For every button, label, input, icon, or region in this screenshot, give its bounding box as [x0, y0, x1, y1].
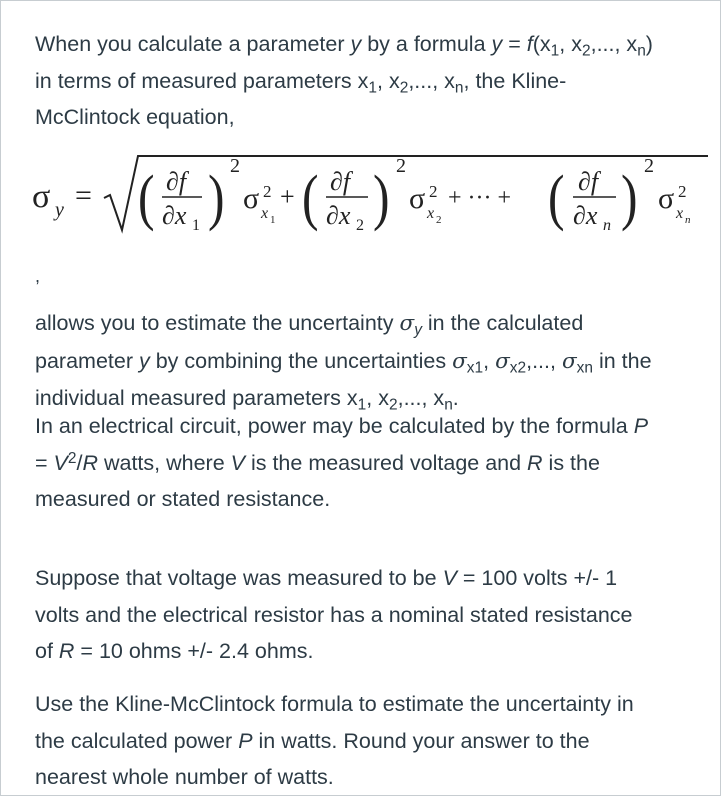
subscript: xn: [576, 358, 593, 376]
subscript: 1: [550, 42, 560, 60]
sigma-sub-x-2: x: [427, 205, 435, 222]
intro-line-3: McClintock equation,: [35, 105, 235, 129]
text: ,...,: [526, 348, 562, 373]
sigma-sub-x-1: x: [261, 205, 269, 222]
text: by combining the uncertainties: [149, 348, 453, 373]
sub-2: 2: [356, 217, 364, 234]
text: , the Kline-: [463, 68, 567, 93]
subscript: y: [414, 321, 422, 339]
text: =: [35, 450, 54, 475]
sigma-sq-n: 2: [678, 182, 687, 201]
text: = 100 volts +/- 1: [456, 566, 618, 590]
subscript: x2: [509, 358, 527, 376]
text: /: [76, 450, 83, 475]
para5-line-2: [35, 723, 634, 760]
text: =: [502, 32, 527, 56]
sigma-symbol: σ: [399, 311, 415, 336]
text: ,..., x: [408, 68, 455, 93]
text: ): [645, 32, 653, 56]
lparen-n: (: [548, 163, 565, 233]
para2-line-1: [35, 305, 652, 343]
lparen-2: (: [302, 163, 319, 233]
para2-line-2: [35, 343, 652, 381]
sub-1: 1: [192, 217, 200, 234]
lparen-1: (: [138, 163, 155, 233]
var-y: y: [138, 348, 150, 373]
subscript: n: [444, 396, 453, 414]
var-f: f: [526, 32, 533, 56]
text: allows you to estimate the uncertainty: [35, 311, 400, 335]
var-r: R: [82, 450, 98, 475]
var-y: y: [350, 32, 362, 56]
task-paragraph: [35, 686, 634, 796]
text: Suppose that voltage was measured to be: [35, 566, 443, 590]
kline-mcclintock-equation: [30, 150, 710, 260]
text: in watts. Round your answer to the: [252, 728, 590, 753]
subscript: 2: [581, 42, 591, 60]
sigma-sub-x-n: x: [676, 205, 684, 222]
partial-x-n: ∂x: [573, 201, 598, 230]
var-y: y: [491, 32, 503, 56]
sigma-symbol: σ: [561, 348, 577, 374]
text: .: [452, 386, 459, 410]
text: the calculated power: [35, 728, 239, 753]
text: ,..., x: [397, 386, 445, 410]
sigma-n: σ: [658, 182, 675, 215]
uncertainty-paragraph: [35, 305, 652, 417]
text: , x: [377, 68, 400, 93]
text: by a formula: [361, 32, 492, 56]
intro-line-2: [35, 63, 715, 100]
equation-svg: [30, 150, 710, 255]
text: watts, where: [98, 450, 231, 475]
subscript: 2: [399, 78, 409, 96]
text: = 10 ohms +/- 2.4 ohms.: [74, 639, 314, 663]
sigma-sub-1: 1: [270, 214, 276, 226]
para3-line-2: [35, 445, 648, 482]
lhs-sub-y: y: [55, 199, 64, 221]
partial-x-2: ∂x: [326, 201, 351, 230]
rparen-2: ): [373, 163, 390, 233]
sub-n: n: [603, 217, 611, 234]
superscript: 2: [67, 449, 77, 467]
rparen-1: ): [208, 163, 225, 233]
var-r: R: [58, 639, 75, 663]
text: is the: [542, 450, 600, 475]
text: in terms of measured parameters x: [35, 68, 369, 93]
intro-line-1: [35, 26, 715, 63]
subscript: 2: [388, 396, 398, 414]
subscript: n: [637, 42, 646, 60]
para3-line-3: measured or stated resistance.: [35, 487, 331, 511]
text: is the measured voltage and: [244, 450, 528, 475]
partial-x-1: ∂x: [162, 201, 187, 230]
text: in the calculated: [421, 311, 584, 335]
text: , x: [559, 32, 582, 56]
sigma-sq-2: 2: [429, 182, 438, 201]
para4-line-2: volts and the electrical resistor has a nominal stated resistance: [35, 602, 633, 627]
text: ,: [483, 348, 496, 373]
text: In an electrical circuit, power may be calculated by the formula: [35, 414, 634, 438]
sigma-1: σ: [243, 182, 260, 215]
partial-f-n: ∂f: [578, 167, 599, 196]
text: individual measured parameters x: [35, 386, 358, 410]
trailing-comma: ,: [35, 266, 41, 286]
intro-paragraph: [35, 26, 715, 136]
subscript: n: [454, 78, 464, 96]
sigma-sub-2: 2: [436, 214, 442, 226]
partial-f-2: ∂f: [330, 167, 351, 196]
para5-line-3: nearest whole number of watts.: [35, 765, 334, 789]
sigma-2: σ: [409, 182, 426, 215]
para4-line-1: [35, 560, 633, 597]
power-n: 2: [644, 155, 654, 177]
var-v: V: [230, 450, 245, 475]
para5-line-1: Use the Kline-McClintock formula to estimate the uncertainty in: [35, 692, 634, 716]
sigma-sub-n: n: [685, 214, 691, 226]
text: ,..., x: [590, 32, 638, 56]
para4-line-3: [35, 633, 633, 670]
subscript: 1: [368, 78, 377, 96]
var-r: R: [527, 450, 543, 475]
text: parameter: [35, 348, 139, 373]
power-1: 2: [230, 155, 240, 177]
text: in the: [592, 348, 652, 373]
var-p: P: [633, 414, 649, 438]
equals-sign: =: [75, 179, 92, 212]
sigma-symbol: σ: [452, 348, 467, 374]
power-2: 2: [396, 155, 406, 177]
sigma-sq-1: 2: [263, 182, 272, 201]
text: of: [35, 639, 59, 663]
lhs-sigma: σ: [32, 178, 51, 215]
partial-f-1: ∂f: [166, 167, 187, 196]
plus-1: +: [280, 182, 295, 211]
var-v: V: [442, 566, 457, 590]
given-values-paragraph: [35, 560, 633, 670]
rparen-n: ): [621, 163, 638, 233]
para3-line-1: [35, 408, 648, 445]
subscript: 1: [357, 396, 367, 414]
power-formula-paragraph: [35, 408, 648, 518]
var-v: V: [53, 450, 68, 475]
text: , x: [366, 386, 389, 410]
text: When you calculate a parameter: [35, 32, 351, 56]
text: (x: [532, 32, 551, 56]
var-p: P: [238, 728, 253, 753]
sigma-symbol: σ: [495, 348, 510, 374]
subscript: x1: [466, 358, 484, 376]
ellipsis-plus: + ··· +: [448, 185, 512, 211]
